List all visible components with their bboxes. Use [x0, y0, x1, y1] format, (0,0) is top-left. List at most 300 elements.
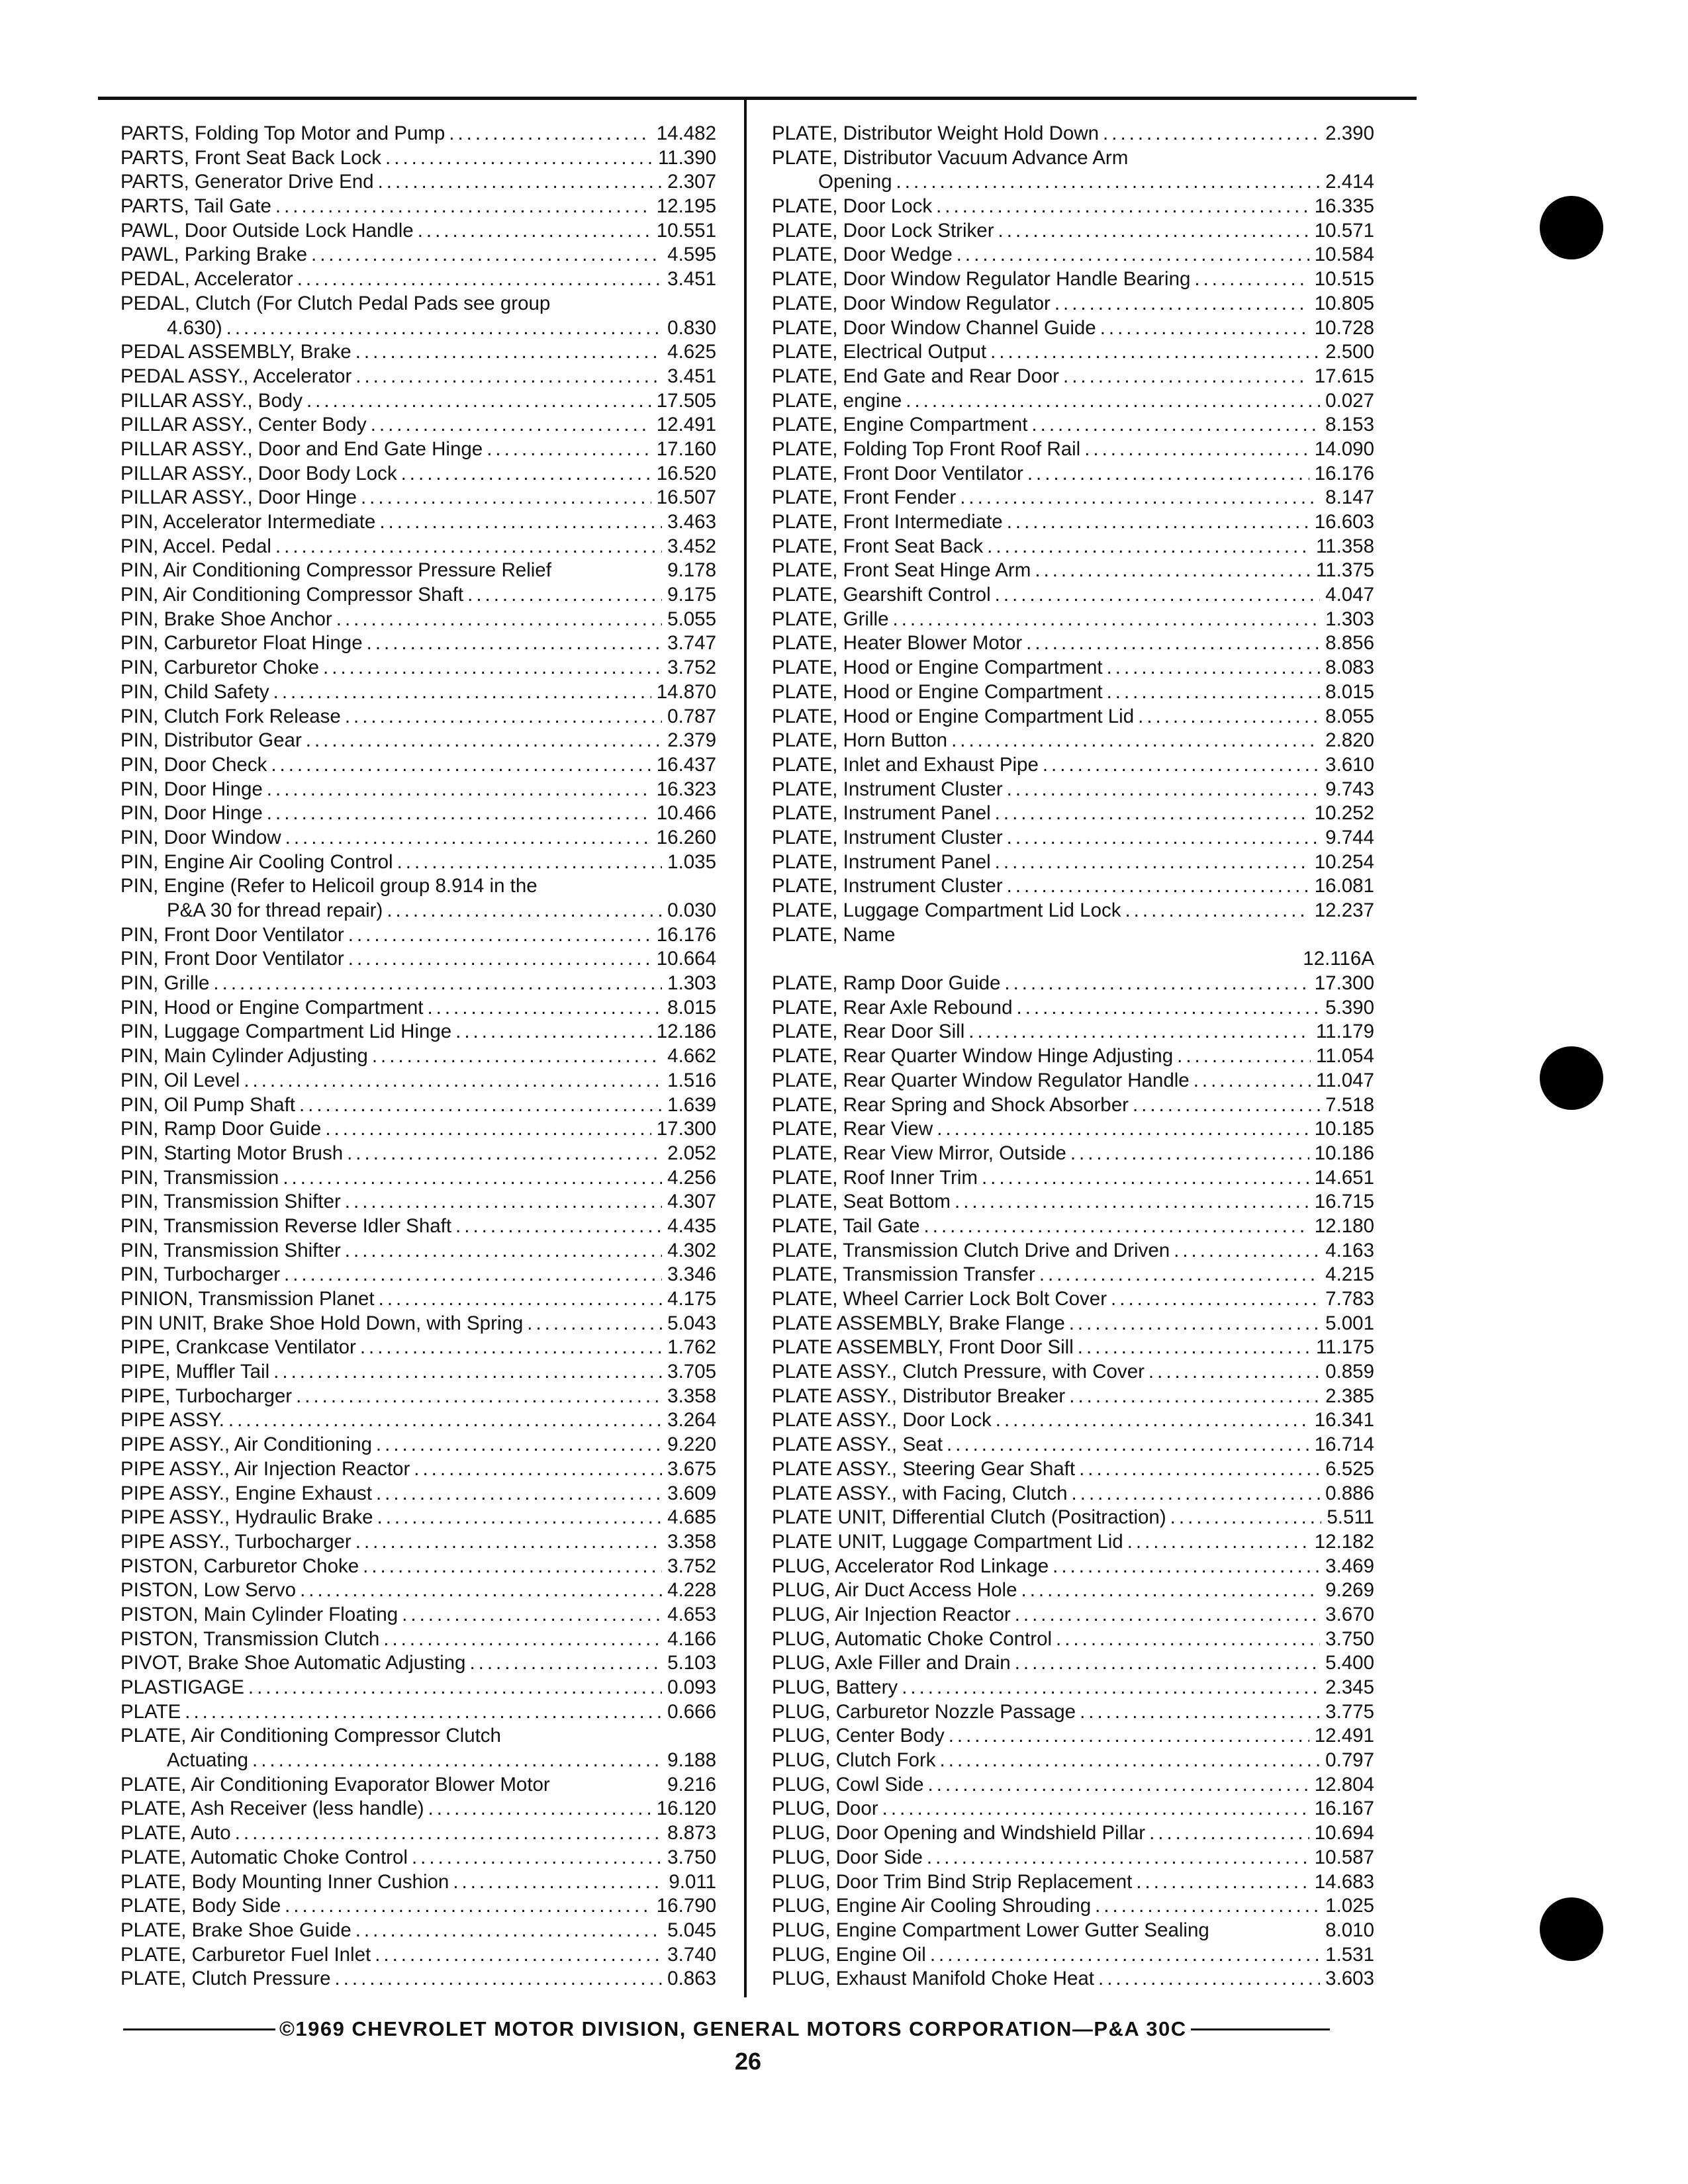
- dot-leader: [926, 1943, 1320, 1968]
- entry-group-number: 16.714: [1314, 1433, 1374, 1456]
- dot-leader: [1011, 1651, 1320, 1676]
- entry-group-number: [711, 1724, 716, 1749]
- dot-leader: [1170, 1239, 1320, 1263]
- index-entry: [120, 1651, 716, 1676]
- entry-group-number: 2.052: [667, 1142, 716, 1164]
- entry-group-number: 3.451: [667, 365, 716, 387]
- entry-name: PLATE, Front Seat Back: [772, 535, 984, 557]
- index-entry: [120, 729, 716, 753]
- entry-name: PLUG, Engine Oil: [772, 1943, 926, 1966]
- entry-name: PLATE ASSEMBLY, Front Door Sill: [772, 1336, 1074, 1359]
- index-entry: [120, 559, 716, 583]
- entry-name: PLATE, Door Window Channel Guide: [772, 316, 1096, 339]
- entry-group-number: 16.341: [1314, 1409, 1374, 1432]
- index-entry: [120, 1603, 716, 1627]
- entry-name: PLATE, Door Window Regulator Handle Bearing: [772, 268, 1191, 291]
- entry-name: PIPE, Turbocharger: [120, 1385, 293, 1407]
- entry-name: PIN, Transmission Shifter: [120, 1239, 341, 1261]
- dot-leader: [222, 316, 663, 341]
- index-entry: [772, 292, 1374, 316]
- entry-name: PAWL, Parking Brake: [120, 244, 307, 266]
- dot-leader: [295, 1093, 662, 1118]
- index-entry: [772, 1408, 1374, 1433]
- index-entry: [120, 583, 716, 608]
- right-column: [772, 122, 1374, 1991]
- dot-leader: [898, 1676, 1320, 1700]
- dot-leader: [1190, 1069, 1311, 1093]
- dot-leader: [523, 1312, 662, 1336]
- index-entry: [772, 1190, 1374, 1214]
- dot-leader: [281, 1894, 651, 1919]
- copyright-line: ©1969 CHEVROLET MOTOR DIVISION, GENERAL MOTORS CORPORATION—P&A 30C: [279, 2017, 1187, 2040]
- dot-leader: [263, 778, 651, 802]
- entry-name: PLATE, Wheel Carrier Lock Bolt Cover: [772, 1288, 1107, 1310]
- dot-leader: [371, 1943, 662, 1968]
- index-entry: [772, 1166, 1374, 1191]
- dot-leader: [902, 389, 1320, 414]
- index-entry: [120, 510, 716, 535]
- index-entry: [120, 826, 716, 850]
- entry-group-number: 4.166: [667, 1627, 716, 1650]
- index-entry: [772, 1773, 1374, 1797]
- dot-leader: [923, 1846, 1309, 1870]
- entry-group-number: 3.670: [1325, 1603, 1374, 1625]
- dot-leader: [341, 705, 662, 729]
- dot-leader: [1094, 1967, 1320, 1991]
- entry-group-number: 0.027: [1325, 389, 1374, 412]
- entry-name: PLATE, Tail Gate: [772, 1214, 920, 1237]
- dot-leader: [1003, 826, 1321, 850]
- dot-leader: [978, 1166, 1309, 1191]
- entry-group-number: 3.609: [667, 1482, 716, 1504]
- dot-leader: [303, 389, 651, 414]
- entry-name: PILLAR ASSY., Door Hinge: [120, 486, 357, 509]
- entry-name: PIPE ASSY., Hydraulic Brake: [120, 1506, 373, 1529]
- dot-leader: [271, 195, 651, 219]
- dot-leader: [994, 219, 1309, 244]
- entry-name: PIN, Engine (Refer to Helicoil group 8.914 in the: [120, 875, 538, 897]
- entry-group-number: 17.160: [656, 437, 716, 460]
- entry-name: PIN, Air Conditioning Compressor Shaft: [120, 584, 464, 606]
- dot-leader: [331, 1967, 663, 1991]
- entry-name: PLATE, Air Conditioning Evaporator Blower Motor: [120, 1773, 550, 1796]
- index-entry: [120, 753, 716, 778]
- entry-name: PLATE, Gearshift Control: [772, 584, 991, 606]
- entry-group-number: 1.035: [667, 850, 716, 873]
- entry-name: PLATE, Rear Spring and Shock Absorber: [772, 1093, 1129, 1116]
- index-entry: [120, 1894, 716, 1919]
- entry-group-number: 7.518: [1325, 1093, 1374, 1116]
- dot-leader: [352, 1530, 662, 1555]
- index-entry: [772, 972, 1374, 996]
- dot-leader: [945, 1724, 1309, 1749]
- dot-leader: [1035, 1263, 1320, 1287]
- entry-name: PLATE, Instrument Cluster: [772, 875, 1003, 897]
- entry-group-number: 16.437: [656, 753, 716, 776]
- entry-name: PISTON, Low Servo: [120, 1579, 297, 1602]
- index-entry: [772, 850, 1374, 875]
- entry-group-number: 5.103: [667, 1652, 716, 1674]
- entry-name: 4.630): [167, 316, 222, 339]
- entry-group-number: 0.666: [667, 1700, 716, 1723]
- index-entry: [120, 923, 716, 948]
- entry-group-number: 3.740: [667, 1943, 716, 1966]
- index-entry: [772, 729, 1374, 753]
- index-entry: [772, 1117, 1374, 1142]
- index-entry: [120, 1578, 716, 1603]
- entry-group-number: 3.750: [1325, 1627, 1374, 1650]
- dot-leader: [1074, 1336, 1311, 1360]
- dot-leader: [280, 1263, 662, 1287]
- entry-group-number: 16.176: [1314, 462, 1374, 484]
- index-entry: [120, 1117, 716, 1142]
- entry-name: PIN, Starting Motor Brush: [120, 1142, 344, 1164]
- index-entry: [772, 437, 1374, 462]
- index-entry: [772, 1433, 1374, 1457]
- index-entry: [120, 243, 716, 267]
- dot-leader: [964, 1020, 1311, 1044]
- dot-leader: [449, 1870, 663, 1895]
- entry-group-number: 10.551: [656, 219, 716, 242]
- entry-group-number: 6.525: [1325, 1457, 1374, 1480]
- index-entry: [772, 1457, 1374, 1482]
- dot-leader: [269, 680, 651, 705]
- entry-name: PLATE, Instrument Panel: [772, 802, 991, 825]
- entry-name: PILLAR ASSY., Center Body: [120, 414, 367, 436]
- dot-leader: [359, 1555, 662, 1579]
- index-entry: [120, 1408, 716, 1433]
- index-entry: [772, 1603, 1374, 1627]
- entry-name: PIN, Transmission Shifter: [120, 1191, 341, 1213]
- entry-group-number: 9.220: [667, 1433, 716, 1456]
- dot-leader: [1091, 1894, 1320, 1919]
- entry-name: PIN, Front Door Ventilator: [120, 948, 344, 970]
- dot-leader: [374, 170, 663, 195]
- entry-group-number: 8.055: [1325, 705, 1374, 727]
- index-entry: [772, 219, 1374, 244]
- dot-leader: [920, 1214, 1309, 1239]
- index-entry: [772, 195, 1374, 219]
- entry-group-number: 10.186: [1314, 1142, 1374, 1164]
- entry-group-number: 16.715: [1314, 1191, 1374, 1213]
- dot-leader: [1166, 1506, 1322, 1530]
- entry-name: PLATE, Hood or Engine Compartment: [772, 657, 1103, 679]
- dot-leader: [1052, 1627, 1320, 1652]
- index-entry: [120, 1263, 716, 1287]
- entry-group-number: 3.451: [667, 268, 716, 291]
- entry-name: PLATE, Engine Compartment: [772, 414, 1028, 436]
- index-entry: [120, 486, 716, 510]
- entry-group-number: 8.153: [1325, 414, 1374, 436]
- entry-name: PIN, Door Check: [120, 753, 267, 776]
- entry-group-number: 1.762: [667, 1336, 716, 1359]
- entry-name: PARTS, Front Seat Back Lock: [120, 146, 382, 169]
- dot-leader: [1190, 267, 1309, 292]
- entry-name: PLATE, Electrical Output: [772, 341, 987, 363]
- dot-leader: [393, 850, 663, 875]
- entry-name: PIPE ASSY.: [120, 1409, 224, 1432]
- entry-group-number: 5.001: [1325, 1312, 1374, 1334]
- dot-leader: [343, 1142, 662, 1166]
- entry-group-number: 10.584: [1314, 244, 1374, 266]
- index-entry: [772, 656, 1374, 680]
- entry-group-number: 1.639: [667, 1093, 716, 1116]
- dot-leader: [1107, 1287, 1320, 1312]
- dot-leader: [357, 486, 651, 510]
- entry-name: PIN, Child Safety: [120, 680, 269, 703]
- dot-leader: [1103, 680, 1321, 705]
- index-entry: [772, 316, 1374, 341]
- index-entry: [772, 801, 1374, 826]
- entry-name: PIN, Air Conditioning Compressor Pressure Relief: [120, 559, 551, 582]
- entry-group-number: 0.787: [667, 705, 716, 727]
- dot-leader: [292, 1385, 662, 1409]
- entry-group-number: 4.595: [667, 244, 716, 266]
- entry-group-number: 9.216: [667, 1773, 716, 1796]
- dot-leader: [279, 1166, 662, 1191]
- dot-leader: [924, 1773, 1309, 1797]
- entry-group-number: 2.390: [1325, 122, 1374, 144]
- index-entry: [772, 826, 1374, 850]
- entry-name: PLUG, Carburetor Nozzle Passage: [772, 1700, 1076, 1723]
- entry-group-number: 17.505: [656, 389, 716, 412]
- index-entry: [120, 1142, 716, 1166]
- entry-group-number: 0.859: [1325, 1361, 1374, 1383]
- index-entry: [772, 1870, 1374, 1895]
- dot-leader: [408, 1846, 662, 1870]
- dot-leader: [423, 996, 662, 1021]
- entry-name: PLATE ASSEMBLY, Brake Flange: [772, 1312, 1065, 1334]
- dot-leader: [263, 801, 651, 826]
- dot-leader: [445, 122, 651, 146]
- index-entry: [772, 1336, 1374, 1360]
- index-entry: [120, 1312, 716, 1336]
- dot-leader: [1023, 462, 1309, 486]
- entry-group-number: 3.469: [1325, 1555, 1374, 1577]
- entry-name: PLUG, Door Trim Bind Strip Replacement: [772, 1870, 1133, 1893]
- entry-name: PLATE, Rear Quarter Window Hinge Adjusting: [772, 1045, 1174, 1068]
- index-entry: [120, 850, 716, 875]
- entry-name: PIN, Carburetor Choke: [120, 657, 320, 679]
- index-entry: [772, 510, 1374, 535]
- entry-group-number: 9.743: [1325, 778, 1374, 800]
- entry-name: PLATE, Door Window Regulator: [772, 292, 1051, 314]
- entry-group-number: 2.307: [667, 171, 716, 193]
- entry-group-number: 14.651: [1314, 1166, 1374, 1189]
- entry-group-number: [1369, 146, 1374, 171]
- entry-name: PLATE, Brake Shoe Guide: [120, 1919, 352, 1941]
- dot-leader: [356, 1336, 662, 1360]
- index-entry: [772, 899, 1374, 923]
- index-entry: [772, 1724, 1374, 1749]
- entry-name: PILLAR ASSY., Door and End Gate Hinge: [120, 437, 483, 460]
- dot-leader: [344, 923, 651, 948]
- index-entry: [120, 1360, 716, 1385]
- entry-group-number: 4.302: [667, 1239, 716, 1261]
- dot-leader: [1011, 1603, 1320, 1627]
- entry-name: PLATE, Rear Quarter Window Regulator Handle: [772, 1069, 1190, 1091]
- entry-name: PARTS, Generator Drive End: [120, 171, 374, 193]
- entry-group-number: 5.511: [1327, 1506, 1374, 1529]
- dot-leader: [991, 583, 1321, 608]
- dot-leader: [319, 656, 662, 680]
- entry-name: PIN, Front Door Ventilator: [120, 923, 344, 946]
- dot-leader: [1003, 778, 1321, 802]
- entry-group-number: 11.390: [657, 146, 716, 169]
- entry-group-number: 9.744: [1325, 826, 1374, 848]
- index-entry: [120, 680, 716, 705]
- dot-leader: [953, 243, 1309, 267]
- entry-name: PARTS, Folding Top Motor and Pump: [120, 122, 445, 144]
- index-entry: [772, 340, 1374, 365]
- entry-name: PLUG, Air Injection Reactor: [772, 1603, 1011, 1625]
- entry-group-number: 17.300: [656, 1118, 716, 1140]
- index-entry: [120, 1530, 716, 1555]
- index-entry: [120, 1773, 716, 1797]
- index-entry: [120, 801, 716, 826]
- entry-name: PLATE, Transmission Transfer: [772, 1263, 1035, 1286]
- entry-name: PLATE, Transmission Clutch Drive and Driven: [772, 1239, 1170, 1261]
- entry-group-number: 12.491: [656, 414, 716, 436]
- dot-leader: [1132, 1870, 1309, 1895]
- index-entry: [120, 219, 716, 244]
- dot-leader: [224, 1408, 662, 1433]
- index-entry: [120, 389, 716, 414]
- entry-group-number: 0.093: [667, 1676, 716, 1698]
- index-entry: [120, 996, 716, 1021]
- entry-name: PEDAL ASSY., Accelerator: [120, 365, 352, 387]
- entry-group-number: 3.675: [667, 1457, 716, 1480]
- entry-group-number: 16.260: [656, 826, 716, 848]
- index-entry: [120, 1919, 716, 1943]
- entry-group-number: 3.452: [667, 535, 716, 557]
- entry-group-number: 14.090: [1314, 437, 1374, 460]
- index-entry: [772, 1020, 1374, 1044]
- entry-name: PLATE, Folding Top Front Roof Rail: [772, 437, 1081, 460]
- dot-leader: [991, 850, 1309, 875]
- entry-group-number: 4.625: [667, 341, 716, 363]
- dot-leader: [341, 1239, 662, 1263]
- index-entry: [120, 170, 716, 195]
- dot-leader: [1099, 122, 1320, 146]
- index-entry: [120, 122, 716, 146]
- entry-group-number: 10.515: [1314, 268, 1374, 291]
- top-rule: [98, 97, 1417, 100]
- column-divider: [744, 99, 747, 1997]
- dot-leader: [244, 1676, 662, 1700]
- entry-name: PLATE, Grille: [772, 608, 889, 630]
- entry-name: PLUG, Automatic Choke Control: [772, 1627, 1053, 1650]
- dot-leader: [293, 267, 662, 292]
- entry-name: PIN, Transmission Reverse Idler Shaft: [120, 1214, 452, 1237]
- page-number: 26: [734, 2048, 762, 2075]
- index-entry: [120, 1967, 716, 1991]
- index-entry: [120, 1482, 716, 1506]
- entry-name: PLUG, Air Duct Access Hole: [772, 1579, 1017, 1602]
- dot-leader: [1003, 874, 1309, 899]
- entry-group-number: 5.400: [1325, 1652, 1374, 1674]
- dot-leader: [1145, 1821, 1309, 1846]
- entry-group-number: 4.435: [667, 1214, 716, 1237]
- entry-group-number: 11.375: [1315, 559, 1374, 582]
- dot-leader: [1068, 1482, 1321, 1506]
- entry-name: PILLAR ASSY., Body: [120, 389, 303, 412]
- index-entry: [120, 705, 716, 729]
- dot-leader: [1000, 972, 1309, 996]
- entry-name: PLATE, Rear View: [772, 1118, 933, 1140]
- entry-name: PIN, Door Hinge: [120, 802, 263, 825]
- entry-name: PIN, Luggage Compartment Lid Hinge: [120, 1021, 452, 1043]
- dot-leader: [332, 608, 662, 632]
- dot-leader: [363, 631, 663, 656]
- dot-leader: [367, 413, 651, 437]
- dot-leader: [397, 462, 651, 486]
- index-entry: [120, 1676, 716, 1700]
- dot-leader: [321, 1117, 651, 1142]
- index-entry: [120, 1821, 716, 1846]
- index-entry: [120, 1724, 716, 1749]
- entry-group-number: 11.047: [1315, 1069, 1374, 1091]
- index-entry: [772, 1578, 1374, 1603]
- index-entry: [772, 608, 1374, 632]
- entry-group-number: 8.147: [1325, 486, 1374, 509]
- index-entry: [120, 267, 716, 292]
- entry-group-number: 10.571: [1314, 219, 1374, 242]
- entry-name: PLUG, Center Body: [772, 1725, 945, 1747]
- entry-group-number: 12.804: [1314, 1773, 1374, 1796]
- entry-group-number: 12.180: [1314, 1214, 1374, 1237]
- entry-group-number: 11.179: [1315, 1021, 1374, 1043]
- entry-group-number: 1.303: [667, 972, 716, 995]
- index-entry: [772, 1312, 1374, 1336]
- index-entry: [772, 1821, 1374, 1846]
- entry-group-number: 10.185: [1314, 1118, 1374, 1140]
- entry-name: PLATE, Distributor Weight Hold Down: [772, 122, 1100, 144]
- index-entry: [772, 389, 1374, 414]
- index-entry: [772, 267, 1374, 292]
- entry-name: PLATE, Name: [772, 923, 896, 946]
- index-entry: [120, 1870, 716, 1895]
- entry-name: PIN, Transmission: [120, 1166, 279, 1189]
- entry-name: PLUG, Axle Filler and Drain: [772, 1652, 1011, 1674]
- index-entry: [772, 1846, 1374, 1870]
- index-entry: [120, 1287, 716, 1312]
- dot-leader: [269, 1360, 662, 1385]
- entry-name: PLATE, Luggage Compartment Lid Lock: [772, 899, 1121, 921]
- entry-group-number: 1.516: [667, 1069, 716, 1091]
- entry-group-number: 1.531: [1325, 1943, 1374, 1966]
- dot-leader: [1076, 1700, 1320, 1725]
- entry-group-number: 8.873: [667, 1822, 716, 1844]
- entry-name: PIN, Ramp Door Guide: [120, 1118, 322, 1140]
- entry-group-number: 11.054: [1315, 1045, 1374, 1068]
- entry-group-number: 3.750: [667, 1846, 716, 1868]
- entry-name: PLATE, engine: [772, 389, 902, 412]
- entry-group-number: 3.264: [667, 1409, 716, 1432]
- dot-leader: [281, 826, 651, 850]
- dot-leader: [381, 146, 653, 171]
- entry-name: PLATE, Heater Blower Motor: [772, 632, 1023, 655]
- entry-name: PIN, Oil Level: [120, 1069, 240, 1091]
- dot-leader: [231, 1821, 662, 1846]
- entry-name: PLATE UNIT, Luggage Compartment Lid: [772, 1530, 1123, 1553]
- entry-group-number: 4.228: [667, 1579, 716, 1602]
- dot-leader: [936, 1749, 1321, 1773]
- index-entry: [120, 1627, 716, 1652]
- dot-leader: [1096, 316, 1309, 341]
- index-entry: [120, 535, 716, 559]
- entry-name: PIN, Engine Air Cooling Control: [120, 850, 393, 873]
